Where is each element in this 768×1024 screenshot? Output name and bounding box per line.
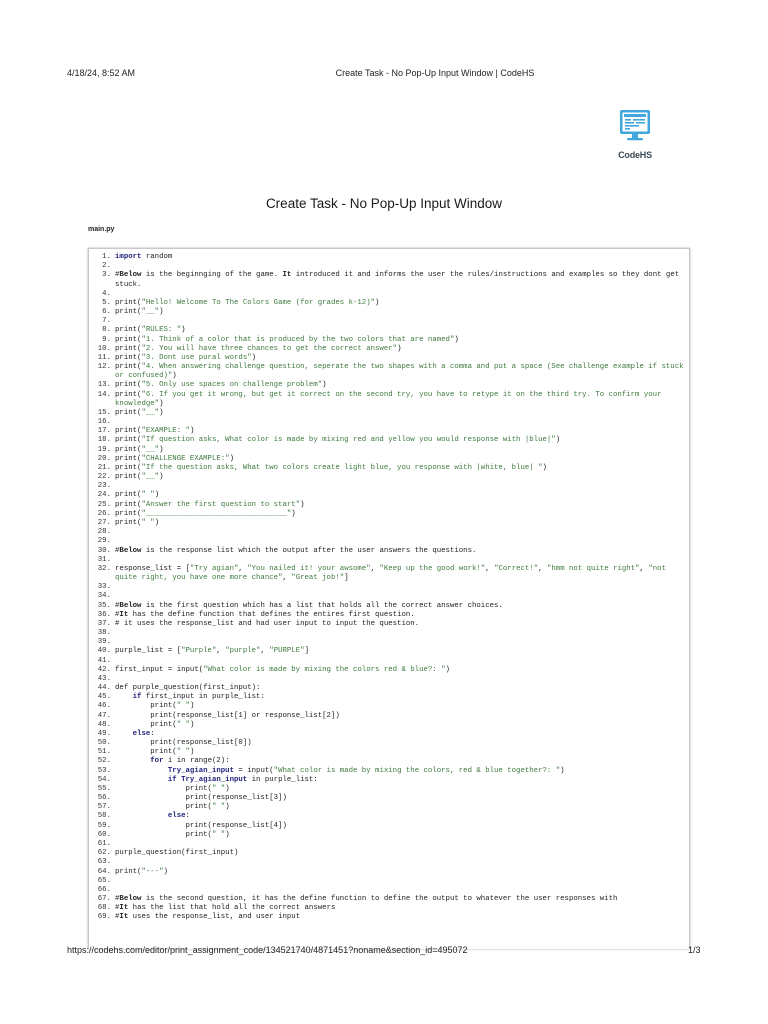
line-number: 29.	[97, 537, 111, 546]
line-number: 15.	[97, 408, 111, 417]
line-text: print("EXAMPLE: ")	[115, 427, 195, 436]
line-text	[111, 482, 685, 491]
code-line	[89, 638, 685, 647]
line-text: print("RULES: ")	[115, 326, 186, 335]
line-number: 35.	[97, 601, 111, 610]
code-line	[89, 657, 685, 666]
line-text	[111, 290, 685, 299]
line-text: print("__")	[115, 408, 164, 417]
line-text: #It has the define function that defines the entires first question.	[115, 610, 415, 619]
code-line	[89, 822, 685, 831]
code-line	[89, 427, 685, 436]
code-line	[89, 849, 685, 858]
code-line	[89, 592, 685, 601]
line-text: print("5. Only use spaces on challenge problem")	[115, 381, 327, 390]
code-line	[89, 794, 685, 803]
line-text: #Below is the first question which has a list that holds all the correct answer choices.	[115, 601, 503, 610]
code-line	[89, 858, 685, 867]
line-text	[111, 528, 685, 537]
line-text: print("__")	[115, 473, 164, 482]
code-line	[89, 354, 685, 363]
code-line	[89, 565, 685, 583]
line-number: 60.	[97, 830, 111, 839]
line-text: print(" ")	[115, 748, 195, 757]
line-text: #It uses the response_list, and user input	[115, 913, 301, 922]
code-line	[89, 464, 685, 473]
line-text: print(" ")	[115, 830, 230, 839]
code-line	[89, 767, 685, 776]
line-text: print(response_list[1] or response_list[2])	[115, 711, 340, 720]
line-text: print(" ")	[115, 518, 160, 527]
code-line	[89, 776, 685, 785]
code-line	[89, 299, 685, 308]
line-text	[111, 629, 685, 638]
code-line	[89, 602, 685, 611]
line-text	[111, 537, 685, 546]
line-number: 34.	[97, 592, 111, 601]
code-line	[89, 290, 685, 299]
code-lines	[89, 253, 688, 923]
line-number: 55.	[97, 784, 111, 793]
line-number: 61.	[97, 840, 111, 848]
line-number: 41.	[97, 656, 111, 665]
line-number: 28.	[97, 528, 111, 537]
line-text: print("---")	[115, 867, 168, 876]
code-line	[89, 326, 685, 335]
line-number: 50.	[97, 739, 111, 748]
line-number: 59.	[97, 821, 111, 830]
line-text	[111, 886, 685, 895]
line-number: 51.	[97, 748, 111, 757]
line-text: print("2. You will have three chances to get the correct answer")	[115, 344, 402, 353]
code-line	[89, 684, 685, 693]
line-text: #Below is the response list which the output after the user answers the questions.	[115, 546, 477, 555]
line-number: 45.	[97, 693, 111, 702]
code-line	[89, 271, 685, 289]
line-number: 11.	[97, 353, 111, 362]
code-line	[89, 491, 685, 500]
line-number: 33.	[97, 583, 111, 592]
code-line	[89, 693, 685, 702]
print-url: https://codehs.com/editor/print_assignment_code/134521740/4871451?noname&section_id=495072	[67, 945, 468, 955]
line-text: else:	[132, 729, 155, 738]
line-text: print("3. Dont use pural words")	[115, 353, 257, 362]
line-text: print(" ")	[115, 720, 195, 729]
code-line	[89, 629, 685, 638]
code-line	[89, 473, 685, 482]
line-number: 24.	[97, 491, 111, 500]
code-line	[89, 620, 685, 629]
line-text	[111, 657, 685, 666]
code-line	[89, 446, 685, 455]
line-number: 43.	[97, 674, 111, 683]
code-line	[89, 345, 685, 354]
code-line	[89, 519, 685, 528]
logo-text: CodeHS	[618, 150, 652, 160]
line-text: print("Answer the first question to start")	[115, 500, 305, 509]
line-text	[111, 317, 685, 326]
code-line	[89, 712, 685, 721]
line-text	[111, 556, 685, 565]
code-line	[89, 317, 685, 326]
line-number: 26.	[97, 509, 111, 518]
line-number: 2.	[102, 262, 111, 271]
line-number: 1.	[102, 253, 111, 261]
line-text: #Below is the beginnging of the game. It introduced it and informs the user the rules/instructions and examples so they dont get stuck.	[115, 271, 684, 289]
line-number: 25.	[97, 500, 111, 509]
line-text: else:	[167, 812, 190, 821]
code-line	[89, 501, 685, 510]
line-number: 57.	[97, 803, 111, 812]
line-number: 10.	[97, 344, 111, 353]
code-line	[89, 336, 685, 345]
code-line	[89, 886, 685, 895]
line-text	[111, 840, 685, 849]
line-text: print(" ")	[115, 803, 230, 812]
code-line	[89, 381, 685, 390]
file-name: main.py	[88, 226, 115, 233]
line-text: print("If the question asks, What two colors create light blue, you response with |white, blue| ")	[115, 463, 547, 472]
line-text: print("________________________________")	[115, 509, 296, 518]
line-number: 52.	[97, 757, 111, 766]
line-number: 48.	[97, 720, 111, 729]
code-line	[89, 739, 685, 748]
code-line	[89, 895, 685, 904]
line-text: def purple_question(first_input):	[115, 684, 261, 693]
line-number: 49.	[97, 729, 111, 738]
code-line	[89, 748, 685, 757]
line-number: 8.	[102, 326, 111, 335]
code-line	[89, 913, 685, 922]
line-text	[111, 638, 685, 647]
line-number: 47.	[97, 711, 111, 720]
document-title: Create Task - No Pop-Up Input Window	[265, 196, 503, 211]
page-number: 1/3	[688, 945, 701, 955]
line-text: print("Hello! Welcome To The Colors Game (for grades k-12)")	[115, 298, 380, 307]
line-text	[111, 592, 685, 601]
print-page-title: Create Task - No Pop-Up Input Window | CodeHS	[335, 68, 535, 78]
line-number: 22.	[97, 473, 111, 482]
line-text: #Below is the second question, it has the define function to define the output to whatever the user responses with	[115, 895, 618, 904]
line-text	[111, 583, 685, 592]
line-text: print(" ")	[115, 784, 230, 793]
line-text: print("__")	[115, 445, 164, 454]
codehs-logo	[612, 108, 658, 160]
line-number: 9.	[102, 335, 111, 344]
line-text: print("If question asks, What color is made by mixing red and yellow you would response with |blue|")	[115, 436, 561, 445]
line-number: 6.	[102, 308, 111, 317]
code-line	[89, 730, 685, 739]
line-text: purple_question(first_input)	[115, 849, 239, 858]
line-number: 54.	[97, 775, 111, 784]
code-line	[89, 840, 685, 849]
code-line	[89, 482, 685, 491]
code-line	[89, 391, 685, 409]
code-line	[89, 537, 685, 546]
line-text: # it uses the response_list and had user input to input the question.	[115, 619, 420, 628]
line-text: first_input = input("What color is made by mixing the colors red & blue?: ")	[115, 665, 450, 674]
line-number: 68.	[97, 904, 111, 913]
line-text: print("__")	[115, 308, 164, 317]
code-line	[89, 363, 688, 381]
code-line	[89, 418, 685, 427]
code-line	[89, 904, 685, 913]
line-number: 7.	[102, 317, 111, 326]
code-line	[89, 812, 685, 821]
line-number: 21.	[97, 463, 111, 472]
line-text: print("6. If you get it wrong, but get it correct on the second try, you have to retype it on the third try. To confirm your knowledge")	[115, 390, 666, 408]
line-text	[111, 675, 685, 684]
line-number: 39.	[97, 638, 111, 647]
line-number: 5.	[102, 298, 111, 307]
line-text	[111, 877, 685, 886]
line-number: 56.	[97, 794, 111, 803]
line-number: 40.	[97, 647, 111, 656]
line-text: #It has the list that hold all the correct answers	[115, 904, 336, 913]
line-number: 66.	[97, 885, 111, 894]
code-line	[89, 547, 685, 556]
monitor-icon	[617, 108, 653, 144]
line-number: 30.	[97, 546, 111, 555]
code-line	[89, 803, 685, 812]
line-text: if first_input in purple_list:	[132, 693, 265, 702]
line-text	[111, 418, 685, 427]
line-number: 65.	[97, 876, 111, 885]
line-number: 32.	[97, 564, 111, 573]
line-number: 27.	[97, 518, 111, 527]
code-block	[88, 248, 690, 949]
line-number: 63.	[97, 858, 111, 867]
line-number: 12.	[97, 363, 111, 372]
code-line	[89, 785, 685, 794]
line-text	[111, 858, 685, 867]
code-line	[89, 528, 685, 537]
code-line	[89, 877, 685, 886]
line-text: response_list = ["Try agian", "You nailed it! your awsome", "Keep up the good work!", "Correct!", "hmm not quite right", "not quite right, you have one more chance", "Great job!"]	[115, 564, 671, 583]
line-text: print("CHALLENGE EXAMPLE:")	[115, 454, 235, 463]
line-number: 67.	[97, 895, 111, 904]
line-number: 31.	[97, 555, 111, 564]
line-number: 18.	[97, 436, 111, 445]
line-number: 16.	[97, 418, 111, 427]
line-number: 36.	[97, 610, 111, 619]
line-text: if Try_agian_input in purple_list:	[167, 775, 318, 784]
code-line	[89, 831, 685, 840]
line-text: print("4. When answering challenge question, seperate the two shapes with a comma and put a space (See challenge example if stuck or confused)")	[115, 363, 688, 381]
code-line	[89, 702, 685, 711]
line-text: print(response_list[3])	[115, 794, 287, 803]
line-number: 17.	[97, 427, 111, 436]
code-line	[89, 675, 685, 684]
line-text: print(response_list[4])	[115, 821, 287, 830]
line-text: for i in range(2):	[150, 757, 230, 766]
line-number: 44.	[97, 684, 111, 693]
line-text: print(" ")	[115, 491, 160, 500]
code-line	[89, 757, 685, 766]
line-number: 38.	[97, 629, 111, 638]
line-number: 13.	[97, 381, 111, 390]
line-number: 19.	[97, 445, 111, 454]
line-text: purple_list = ["Purple", "purple", "PURPLE"]	[115, 647, 309, 656]
code-line	[89, 868, 685, 877]
line-number: 37.	[97, 619, 111, 628]
code-line	[89, 455, 685, 464]
code-line	[89, 721, 685, 730]
code-line	[89, 262, 685, 271]
code-line	[89, 583, 685, 592]
line-text	[111, 262, 685, 271]
code-line	[89, 308, 685, 317]
code-line	[89, 556, 685, 565]
line-number: 53.	[97, 766, 111, 775]
line-number: 23.	[97, 482, 111, 491]
line-number: 42.	[97, 665, 111, 674]
line-number: 4.	[102, 289, 111, 298]
code-line	[89, 647, 685, 656]
code-line	[89, 510, 685, 519]
line-number: 64.	[97, 867, 111, 876]
code-line	[89, 253, 685, 262]
code-line	[89, 409, 685, 418]
line-number: 3.	[102, 271, 111, 280]
code-line	[89, 436, 685, 445]
line-text: import random	[115, 253, 173, 261]
line-text: Try_agian_input = input("What color is made by mixing the colors, red & blue together?: ")	[167, 766, 565, 775]
print-datetime: 4/18/24, 8:52 AM	[67, 68, 136, 78]
line-number: 62.	[97, 849, 111, 858]
line-number: 14.	[97, 390, 111, 399]
line-number: 20.	[97, 454, 111, 463]
line-text: print("1. Think of a color that is produced by the two colors that are named")	[115, 335, 459, 344]
line-number: 69.	[97, 913, 111, 922]
line-text: print(" ")	[115, 702, 195, 711]
code-line	[89, 611, 685, 620]
line-number: 46.	[97, 702, 111, 711]
line-text: print(response_list[0])	[115, 739, 252, 748]
line-number: 58.	[97, 812, 111, 821]
code-line	[89, 666, 685, 675]
